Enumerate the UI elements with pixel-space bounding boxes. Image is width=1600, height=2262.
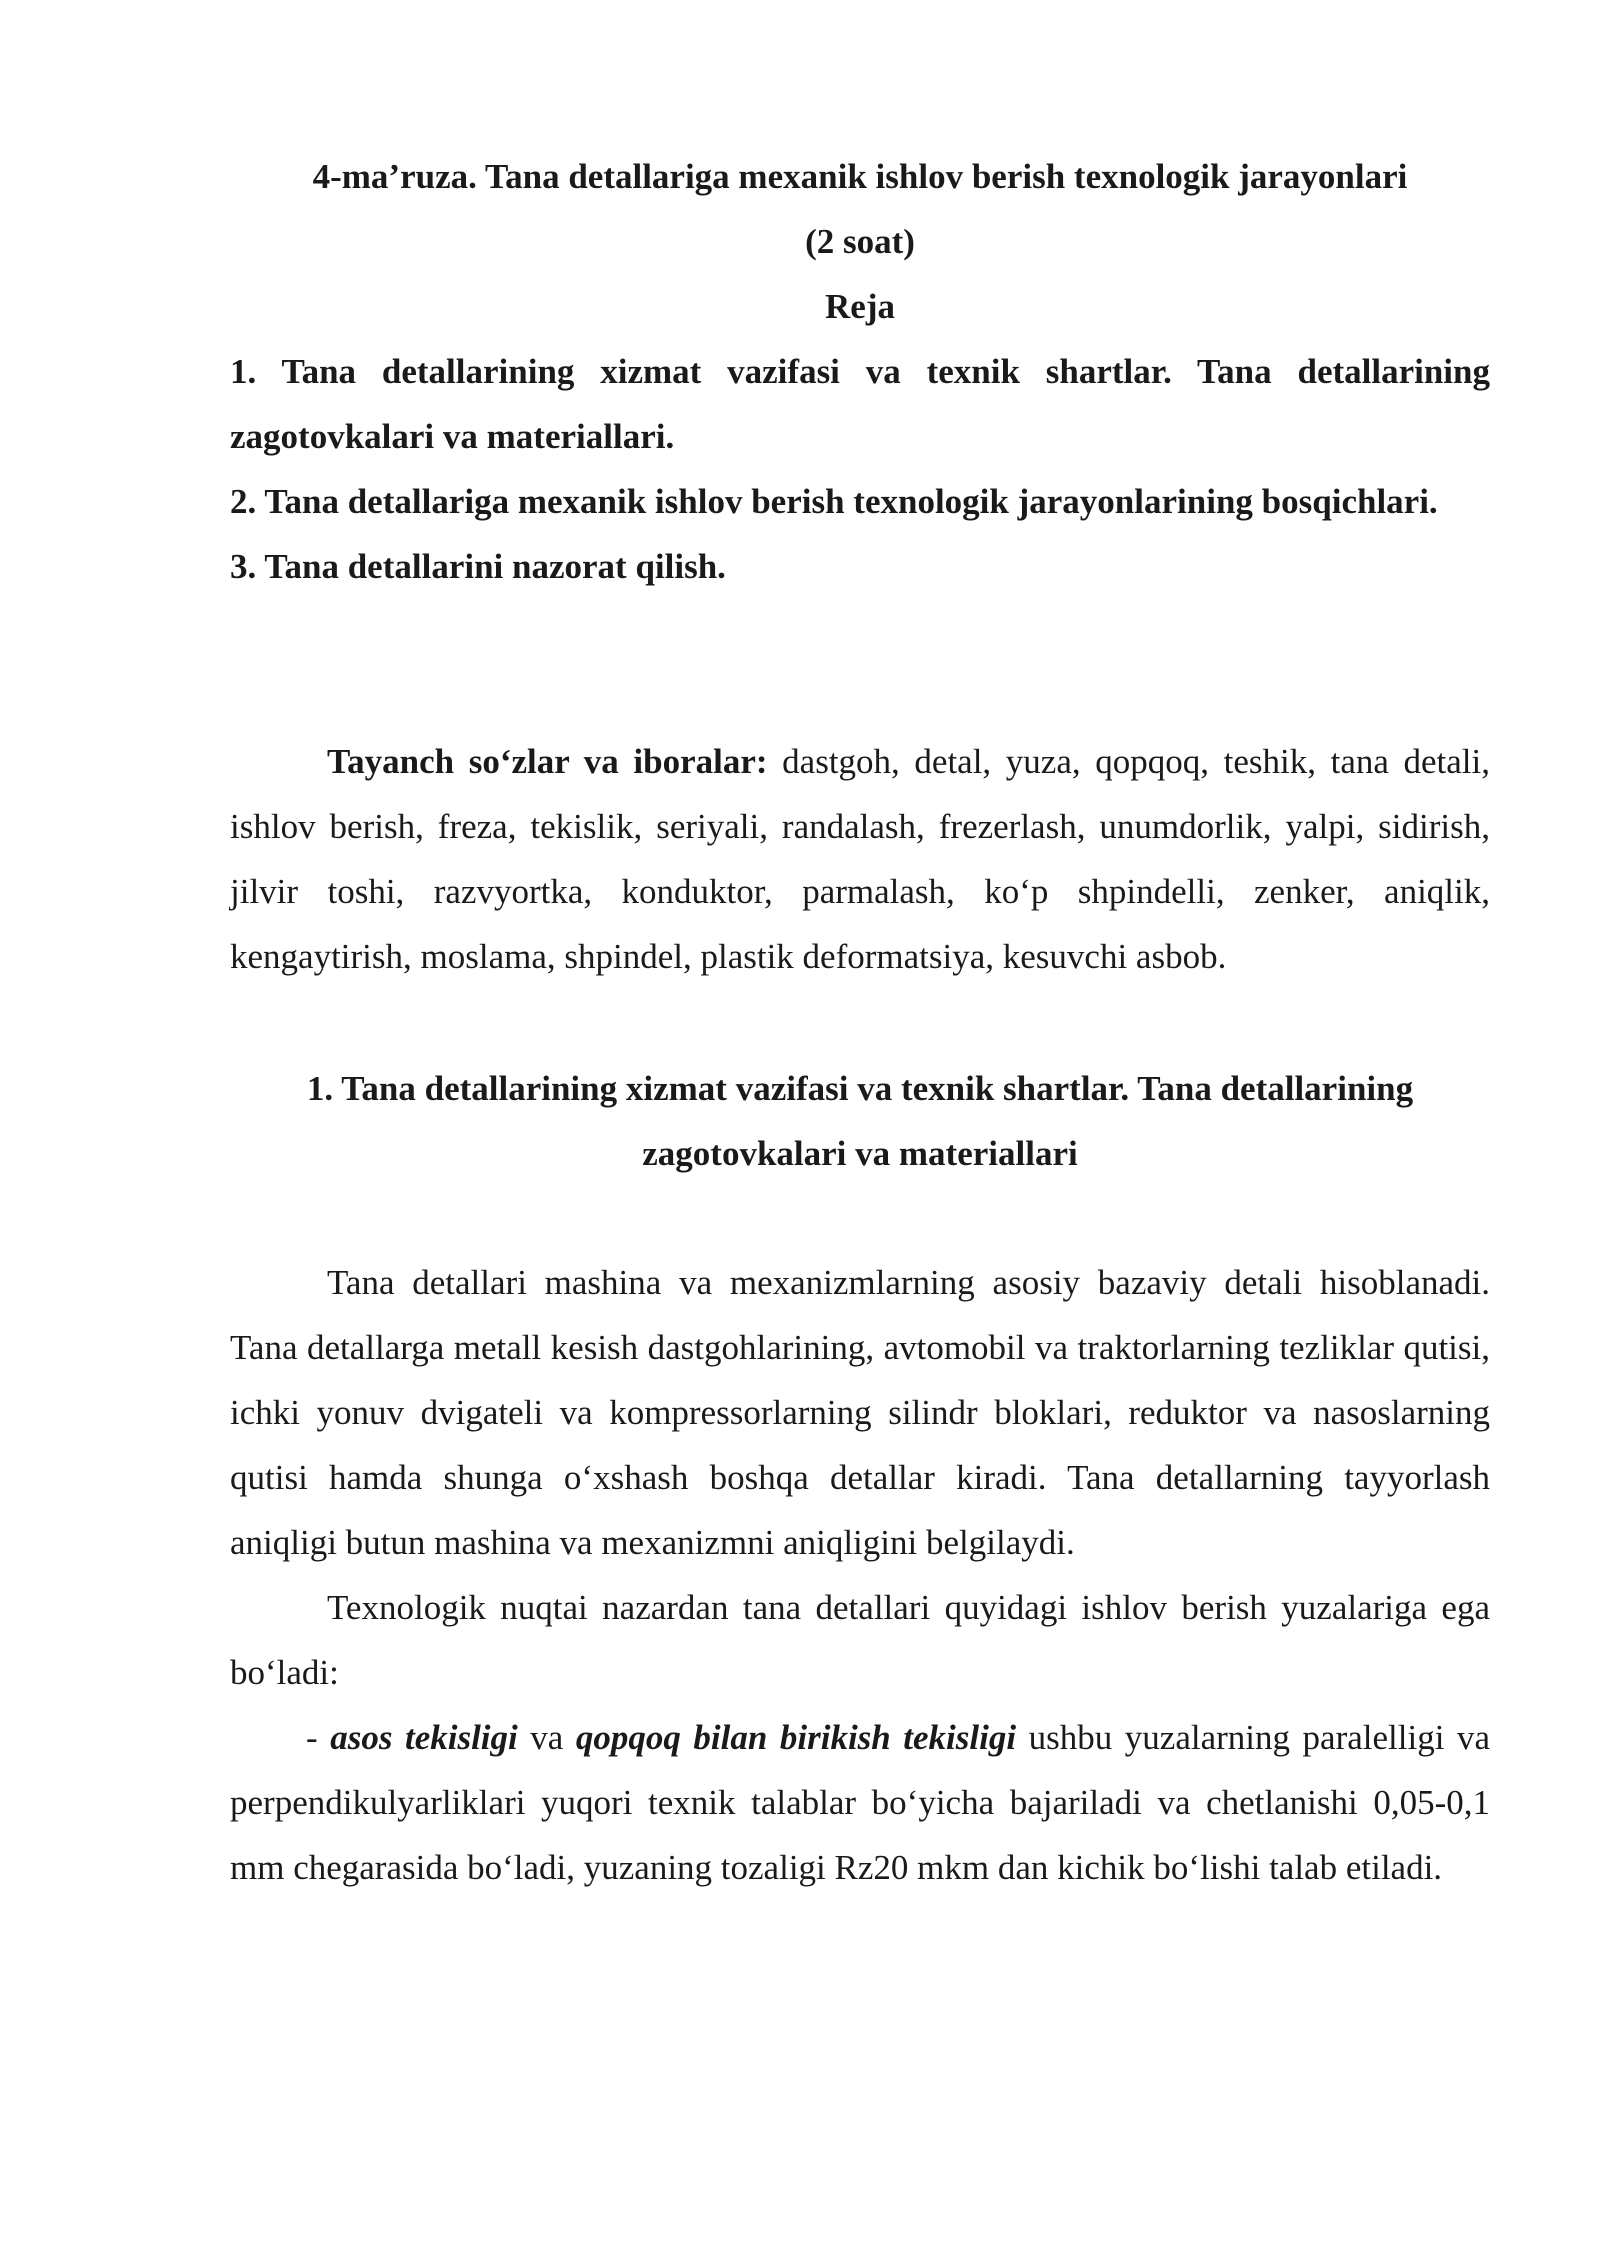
- plan-heading: Reja: [825, 287, 895, 326]
- section-1-heading-line1: 1. Tana detallarining xizmat vazifasi va texnik shartlar. Tana detallarining: [306, 1069, 1414, 1108]
- bullet-connector: va: [517, 1718, 576, 1757]
- section-1-heading: [230, 1056, 1490, 1186]
- body-paragraph-2: Texnologik nuqtai nazardan tana detallari quyidagi ishlov berish yuzalariga ega bo‘ladi:: [230, 1588, 1490, 1692]
- bullet-term-1: asos tekisligi: [330, 1718, 518, 1757]
- section-1-heading-line2: zagotovkalari va materiallari: [642, 1134, 1078, 1173]
- keywords-text: [230, 729, 1490, 989]
- lecture-title: 4-ma’ruza. Tana detallariga mexanik ishlov berish texnologik jarayonlari: [312, 157, 1408, 196]
- body-bullet-item: [230, 1705, 1490, 1900]
- body-paragraph-1: Tana detallari mashina va mexanizmlarning asosiy bazaviy detali hisoblanadi. Tana detallarga metall kesish dastgohlarining, avtomobil va traktorlarning tezliklar qutisi, ichki yonuv dvigateli va kompressorlarning silindr bloklari, reduktor va nasoslarning qutisi hamda shunga o‘xshash boshqa detallar kiradi. Tana detallarning tayyorlash aniqligi butun mashina va mexanizmni aniqligini belgilaydi.: [230, 1263, 1490, 1562]
- keywords-label: Tayanch so‘zlar va iboralar:: [327, 742, 768, 781]
- keywords-paragraph: [230, 729, 1490, 989]
- bullet-term-2: qopqoq bilan birikish tekisligi: [575, 1718, 1017, 1757]
- plan-item-3: 3. Tana detallarini nazorat qilish.: [230, 547, 726, 586]
- plan-list: [230, 339, 1490, 599]
- bullet-dash: -: [306, 1718, 331, 1757]
- bullet-rest: ushbu yuzalarning paralelligi va perpendikulyarliklari yuqori texnik talablar bo‘yicha bajariladi va chetlanishi 0,05-0,1 mm chegarasida bo‘ladi, yuzaning tozaligi Rz20 mkm dan kichik bo‘lishi talab etiladi.: [230, 1718, 1490, 1887]
- plan-item-2: 2. Tana detallariga mexanik ishlov berish texnologik jarayonlarining bosqichlari.: [230, 482, 1438, 521]
- plan-item-1: 1. Tana detallarining xizmat vazifasi va texnik shartlar. Tana detallarining zagotovkalari va materiallari.: [230, 352, 1490, 456]
- section-1-body: [230, 1250, 1490, 1900]
- lecture-title-block: [230, 144, 1490, 339]
- lecture-duration: (2 soat): [805, 222, 915, 261]
- keywords-list: dastgoh, detal, yuza, qopqoq, teshik, tana detali, ishlov berish, freza, tekislik, seriyali, randalash, frezerlash, unumdorlik, yalpi, sidirish, jilvir toshi, razvyortka, konduktor, parmalash, ko‘p shpindelli, zenker, aniqlik, kengaytirish, moslama, shpindel, plastik deformatsiya, kesuvchi asbob.: [230, 742, 1490, 976]
